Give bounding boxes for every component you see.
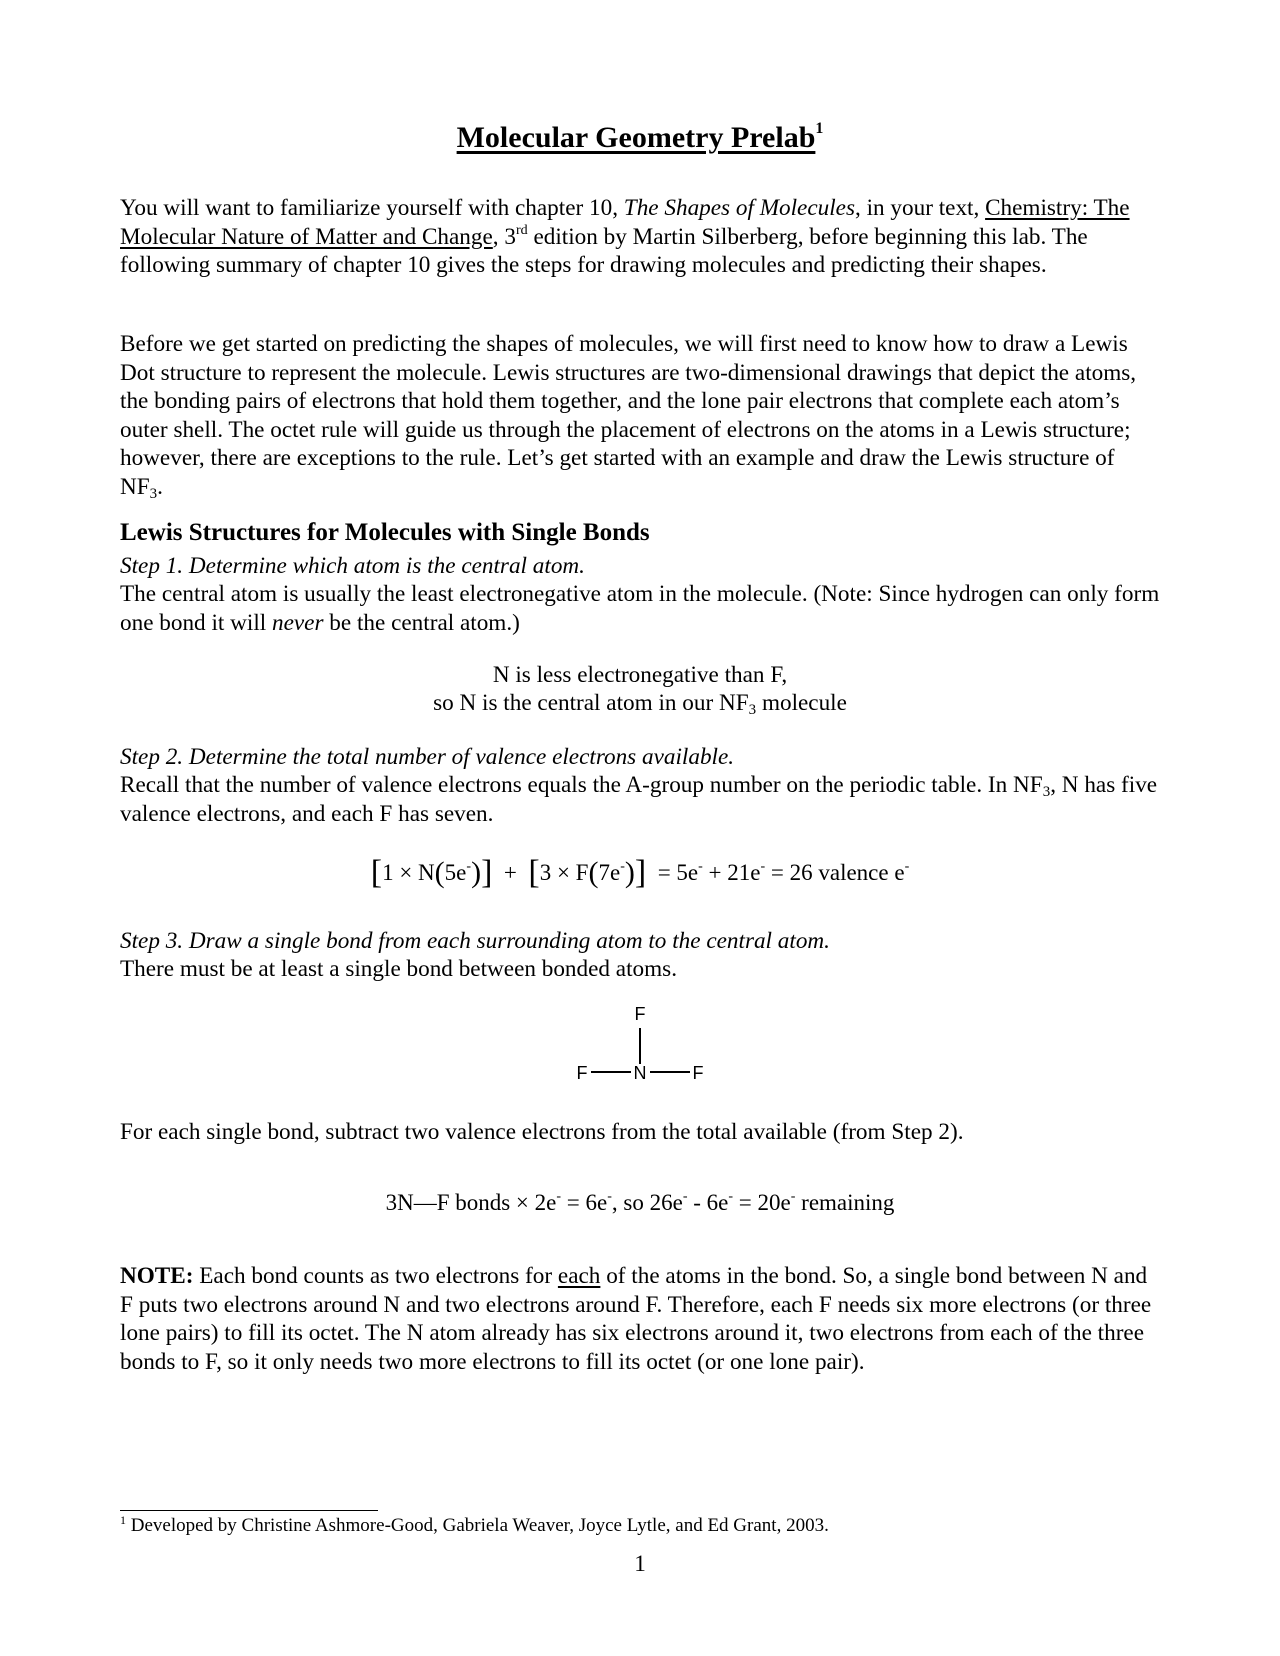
valence-equation: [1 × N(5e-)] + [3 × F(7e-)] = 5e- + 21e- = 26 valence e- [370,854,910,891]
section-heading: Lewis Structures for Molecules with Single Bonds [120,519,650,546]
title-footnote-mark: 1 [815,120,824,137]
note-label: NOTE: [120,1263,194,1289]
step-1-title: Step 1. Determine which atom is the central atom. [120,553,585,579]
page-title [120,120,1160,156]
page-number: 1 [634,1551,646,1577]
footnote: $^1$ Developed by Christine Ashmore-Good, Gabriela Weaver, Joyce Lytle, and Ed Grant, 2003. [120,1513,829,1536]
atom-f-right: F [692,1063,704,1083]
atom-f-top: F [634,1004,646,1024]
intro-paragraph-2: Before we get started on predicting the shapes of molecules, we will first need to know how to draw a Lewis Dot structure to represent the molecule. Lewis structures are two-dimensional drawings that depict the atoms, the bonding pairs of electrons that hold them together, and the lone pair electrons that complete each atom’s outer shell. The octet rule will guide us through the placement of electrons on the atoms in a Lewis structure; however, there are exceptions to the rule. Let’s get started with an example and draw the Lewis structure of $NF_3$. [120,331,1137,502]
step-2-title: Step 2. Determine the total number of valence electrons available. [120,744,735,770]
chapter-title: The Shapes of Molecules [623,195,855,221]
book-title: Chemistry: The Molecular Nature of Matter and Change [120,195,1130,250]
atom-f-left: F [576,1063,588,1083]
step-2-body: Recall that the number of valence electrons equals the A-group number on the periodic table. In $NF_3$, N has five valence electrons, and each F has seven. [120,772,1158,827]
footnote-divider [120,1510,378,1511]
bond-electron-equation: 3N—F bonds × 2e- = 6e-, so 26e- - 6e- = 20e- remaining [385,1189,895,1215]
step-3-title: Step 3. Draw a single bond from each surrounding atom to the central atom. [120,928,830,954]
title-text: Molecular Geometry Prelab [456,121,816,154]
step-1-body: The central atom is usually the least electronegative atom in the molecule. (Note: Since hydrogen can only form one bond it will never be the central atom.) [120,581,1160,636]
intro-paragraph-1: You will want to familiarize yourself with chapter 10, The Shapes of Molecules, in your text, Chemistry: The Molecular Nature of Matter and Change, 3rd edition by Martin Silberberg, before beginning this lab. The following summary of chapter 10 gives the steps for drawing molecules and predicting their shapes. [120,195,1130,278]
step-1-center-line-1: N is less electronegative than F, [492,662,788,688]
atom-n-center: N [633,1063,647,1083]
step-3-body: There must be at least a single bond between bonded atoms. [120,956,677,982]
nf3-bond-diagram [520,1000,760,1090]
step-1-center-line-2: so N is the central atom in our $NF_3$ molecule [433,690,847,718]
note-paragraph: NOTE: Each bond counts as two electrons for each of the atoms in the bond. So, a single bond between N and F puts two electrons around N and two electrons around F. Therefore, each F needs six more electrons (or three lone pairs) to fill its octet. The N atom already has six electrons around it, two electrons from each of the three bonds to F, so it only needs two more electrons to fill its octet (or one lone pair). [120,1263,1152,1375]
step-3-after: For each single bond, subtract two valence electrons from the total available (from Step 2). [120,1119,964,1145]
